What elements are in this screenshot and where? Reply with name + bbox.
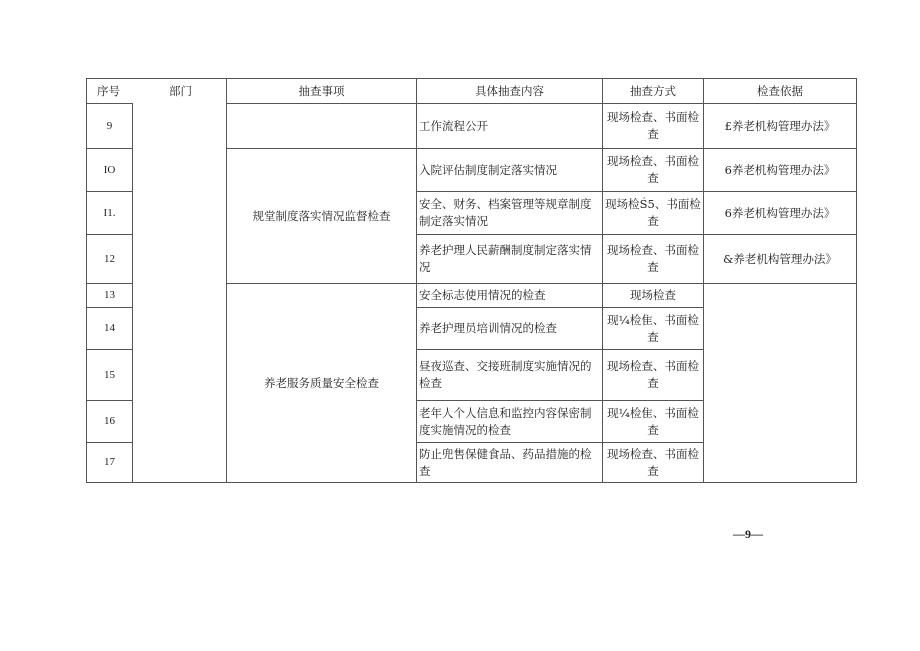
header-method: 抽查方式 xyxy=(603,79,704,104)
seq-cell: 13 xyxy=(87,284,133,308)
dept-cell xyxy=(133,104,227,483)
item-cell-empty xyxy=(227,104,417,149)
content-cell: 工作流程公开 xyxy=(417,104,603,149)
basis-cell: &养老机构管理办法》 xyxy=(704,235,857,284)
basis-cell-empty xyxy=(704,284,857,483)
inspection-table xyxy=(86,78,857,483)
method-cell: 现¼检隹、书面检查 xyxy=(603,401,704,443)
header-seq: 序号 xyxy=(97,84,120,98)
method-cell: 现¼检隹、书面检查 xyxy=(603,308,704,350)
method-cell: 现场检Ś5、书面检查 xyxy=(603,192,704,235)
header-dept: 部门 xyxy=(169,84,192,98)
basis-cell: 6养老机构管理办法》 xyxy=(704,192,857,235)
table-row xyxy=(87,104,857,149)
method-cell: 现场检查、书面检查 xyxy=(603,350,704,401)
page-number: —9— xyxy=(733,527,763,541)
seq-cell: 16 xyxy=(87,401,133,443)
table-header-row xyxy=(87,79,857,104)
header-seq-dept xyxy=(87,79,227,104)
seq-cell: 12 xyxy=(87,235,133,284)
method-cell: 现场检查、书面检查 xyxy=(603,149,704,192)
seq-cell: I1. xyxy=(87,192,133,235)
method-cell: 现场检查、书面检查 xyxy=(603,104,704,149)
header-item: 抽查事项 xyxy=(227,79,417,104)
item-group-1: 规堂制度落实情况监督检查 xyxy=(227,149,417,284)
content-cell: 养老护理员培训情况的检查 xyxy=(417,308,603,350)
method-cell: 现场检查、书面检查 xyxy=(603,235,704,284)
method-cell: 现场检查 xyxy=(603,284,704,308)
content-cell: 安全、财务、档案管理等规章制度制定落实情况 xyxy=(417,192,603,235)
seq-cell: 15 xyxy=(87,350,133,401)
seq-cell: 14 xyxy=(87,308,133,350)
content-cell: 老年人个人信息和监控内容保密制度实施情况的检查 xyxy=(417,401,603,443)
seq-cell: 9 xyxy=(87,104,133,149)
header-basis: 检查依据 xyxy=(704,79,857,104)
content-cell: 安全标志使用情况的检查 xyxy=(417,284,603,308)
item-group-2: 养老服务质量安全检查 xyxy=(227,284,417,483)
content-cell: 防止兜售保健食品、药品措施的检查 xyxy=(417,443,603,483)
header-content: 具体抽查内容 xyxy=(417,79,603,104)
basis-cell: 6养老机构管理办法》 xyxy=(704,149,857,192)
method-cell: 现场检查、书面检查 xyxy=(603,443,704,483)
content-cell: 昼夜巡查、交接班制度实施情况的检查 xyxy=(417,350,603,401)
seq-cell: 17 xyxy=(87,443,133,483)
content-cell: 入院评估制度制定落实情况 xyxy=(417,149,603,192)
content-cell: 养老护理人民薪酬制度制定落实情况 xyxy=(417,235,603,284)
seq-cell: IO xyxy=(87,149,133,192)
basis-cell: £养老机构管理办法》 xyxy=(704,104,857,149)
